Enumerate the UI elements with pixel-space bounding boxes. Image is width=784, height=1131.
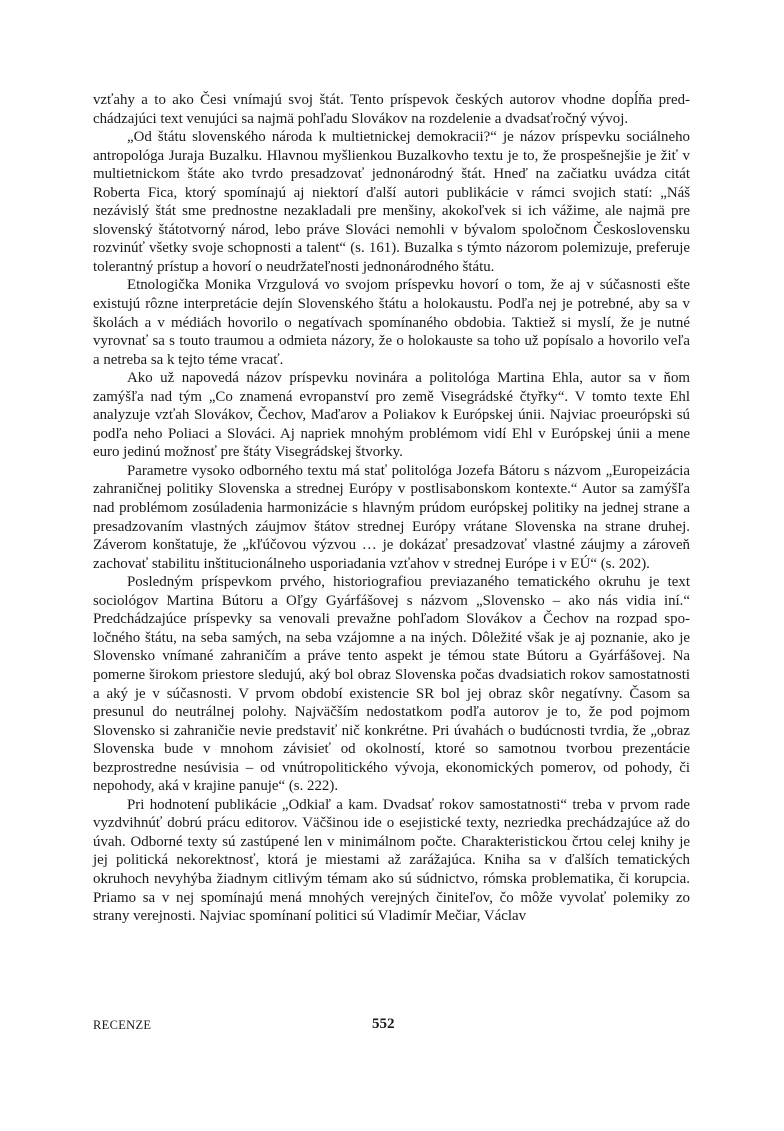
paragraph-5: Parametre vysoko odborného textu má stať politológa Jozefa Bátoru s názvom „Europeizácia zahraničnej politiky Slovenska a strednej Európy v postlisabonskom kontexte.“ Autor sa zamýšľa nad problémom zosúladenia harmonizácie s hlavným prúdom európskej politiky na jednej strane a presadzovaním vlastných záujmov štátov strednej Európy vrátane Slovenska na strane druhej. Záverom konštatuje, že „kľúčovou výzvou … je dokázať presadzovať vlastné záujmy a zároveň zachovať stabilitu inštitucionálneho usporiadania vzťahov v strednej Európe i v EÚ“ (s. 202). (93, 462, 690, 572)
paragraph-6: Posledným príspevkom prvého, historiografiou previazaného tematického okruhu je text sociológov Martina Bútoru a Oľgy Gyárfášovej s názvom „Slovensko – ako nás vidia iní.“ Predchádzajúce príspevky sa venovali prevažne pohľadom Slovákov a Čechov na rozpad spoločného štátu, na seba samých, na seba vzájomne a na iných. Dôležité však je aj poznanie, ako je Slovensko vnímané zahraničím a práve tento aspekt je témou state Bútoru a Gyárfášovej. Na pomerne širokom priestore sledujú, aký bol obraz Slovenska počas dvadsiatich rokov samostatnosti a aký je v súčasnosti. V prvom období existencie SR bol jej obraz skôr negatívny. Časom sa presunul do neutrálnej polohy. Najväčším nedostatkom podľa autorov je to, že pod pojmom Slovensko si zahraničie nevie predstaviť nič konkrétne. Pri úvahách o budúcnosti tvrdia, že „obraz Slovenska bude v mnohom závisieť od okolností, ktoré so samotnou tvorbou prezentácie bezprostredne nesúvisia – od vnútropolitického vývoja, ekonomických pomerov, od pohody, či nepohody, aká v krajine panuje“ (s. 222). (93, 574, 690, 795)
article-body (93, 91, 690, 926)
paragraph-3: Etnologička Monika Vrzgulová vo svojom príspevku hovorí o tom, že aj v súčasnosti ešte existujú rôzne interpretácie dejín Slovenského štátu a holokaustu. Podľa nej je potrebné, aby sa v školách a v médiách hovorilo o negatívach spomínaného obdobia. Taktiež si myslí, že je nutné vyrovnať sa s touto traumou a odmieta názory, že o holokauste sa toho už popísalo a hovorilo veľa a netreba sa k tejto téme vracať. (93, 277, 690, 368)
paragraph-7: Pri hodnotení publikácie „Odkiaľ a kam. Dvadsať rokov samostatnosti“ treba v prvom rade vyzdvihnúť dobrú prácu editorov. Väčšinou ide o esejistické texty, nezriedka prechádzajúce až do úvah. Odborné texty sú zastúpené len v minimálnom počte. Charakteristickou črtou celej knihy je jej politická nekorektnosť, ktorá je miestami až zarážajúca. Kniha sa v ďalších tematických okruhoch nevyhýba žiadnym citlivým témam ako sú súdnictvo, rómska problematika, či korupcia. Priamo sa v nej spomínajú mená mnohých verejných činiteľov, čo môže vyvolať polemiky zo strany verejnosti. Najviac spomínaní politici sú Vladimír Mečiar, Václav (93, 796, 690, 925)
footer-section-label: RECENZE (93, 1018, 152, 1032)
paragraph-4: Ako už napovedá názov príspevku novinára a politológa Martina Ehla, autor sa v ňom zamýšľa nad tým „Co znamená evropanství pro země Visegrádské čtyřky“. V tomto texte Ehl analyzuje vzťah Slovákov, Čechov, Maďarov a Poliakov k Európskej únii. Najviac proeurópski sú podľa neho Poliaci a Slováci. Aj napriek mnohým problémom vidí Ehl v Európskej únii a mene euro jedinú možnosť pre štáty Visegrádskej štvorky. (93, 370, 690, 461)
page-number: 552 (372, 1016, 395, 1032)
paragraph-2: „Od štátu slovenského národa k multietnickej demokracii?“ je názov príspevku sociálneho antropológa Juraja Buzalku. Hlavnou myšlienkou Buzalkovho textu je to, že prospešnejšie je žiť v multietnickom štáte ako tvrdo presadzovať jednonárodný štát. Hneď na začiatku uvádza citát Roberta Fica, ktorý spomínajú aj niektorí ďalší autori publikácie v rámci svojich statí: „Náš nezávislý štát sme prednostne nezakladali pre menšiny, akokoľvek si ich vážime, ale najmä pre slovenský štátotvorný národ, lebo práve Slováci nemohli v bývalom spoločnom Československu rozvinúť všetky svoje schopnosti a talent“ (s. 161). Buzalka s týmto názorom polemizuje, preferuje tolerantný prístup a hovorí o neudržateľnosti jednonárodného štátu. (93, 129, 690, 275)
paragraph-1: vzťahy a to ako Česi vnímajú svoj štát. Tento príspevok českých autorov vhodne dopĺňa predchádzajúci text venujúci sa najmä pohľadu Slovákov na rozdelenie a dvadsaťročný vývoj. (93, 92, 690, 127)
